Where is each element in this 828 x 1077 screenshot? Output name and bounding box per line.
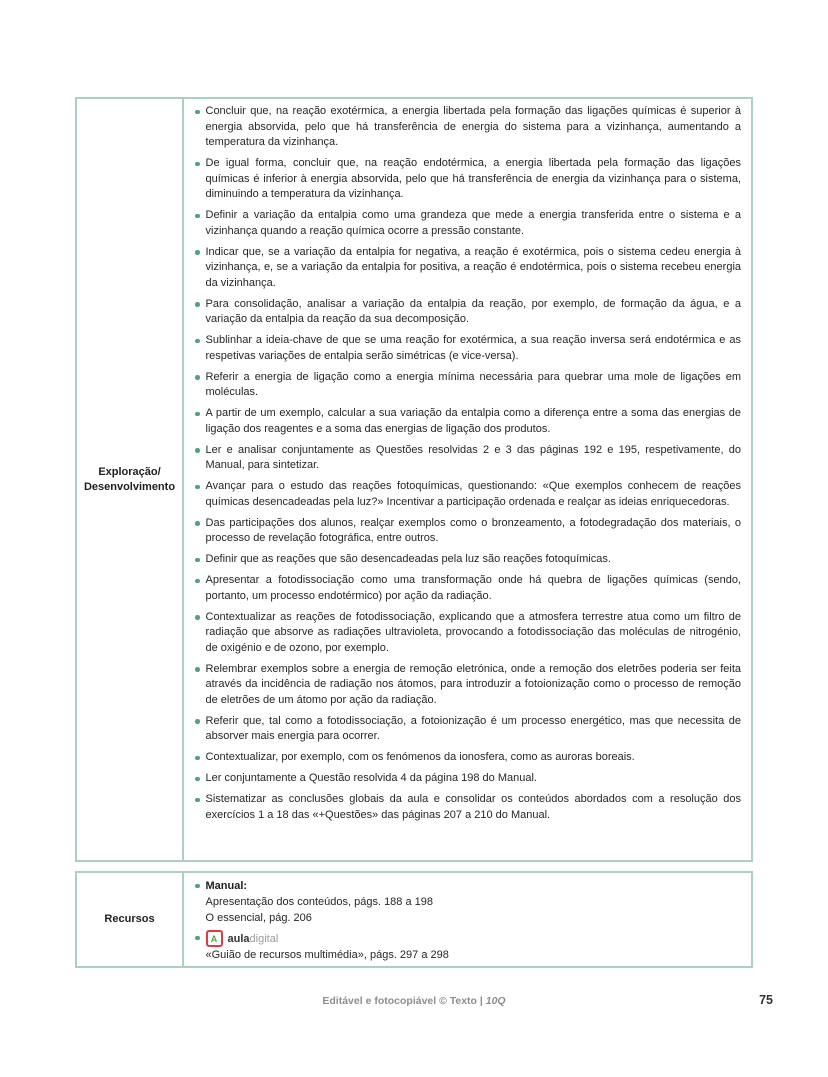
page-footer — [0, 995, 828, 1015]
auladigital-icon — [206, 930, 223, 947]
resource-manual — [190, 878, 741, 926]
bullet-item — [190, 370, 741, 401]
footer-text — [0, 995, 828, 1007]
bullet-text: Apresentar a fotodissociação como uma transformação onde há quebra de ligações químicas (sendo, portanto, um processo endotérmico) por ação da radiação. — [205, 574, 741, 602]
resources-content-cell — [184, 873, 751, 966]
bullet-text: Contextualizar, por exemplo, com os fenómenos da ionosfera, como as auroras boreais. — [205, 751, 635, 763]
page-number: 75 — [759, 993, 773, 1007]
manual-title: Manual: — [205, 880, 248, 892]
bullet-item — [190, 771, 741, 787]
bullet-text: Ler e analisar conjuntamente as Questões resolvidas 2 e 3 das páginas 192 e 195, respetivamente, do Manual, para sintetizar. — [205, 443, 741, 471]
bullet-text: Sistematizar as conclusões globais da aula e consolidar os conteúdos abordados com a resolução dos exercícios 1 a 18 das «+Questões» das páginas 207 a 210 do Manual. — [205, 793, 741, 821]
bullet-text: De igual forma, concluir que, na reação endotérmica, a energia libertada pela formação das ligações químicas é inferior à energia absorvida, pelo que há transferência de energia da vizinhança para o sistema, diminuindo a temperatura da vizinhança. — [205, 157, 741, 200]
auladigital-logo-light: digital — [249, 932, 279, 945]
bullet-icon — [195, 777, 200, 782]
bullet-text: Referir que, tal como a fotodissociação, a fotoionização é um processo energético, mas que necessita de absorver mais energia para ocorrer. — [205, 714, 741, 742]
bullet-icon — [195, 250, 200, 255]
label-line-1: Exploração/ — [98, 465, 161, 478]
resource-auladigital-body — [206, 930, 742, 963]
bullet-text: Relembrar exemplos sobre a energia de remoção eletrónica, onde a remoção dos eletrões poderia ser feita através da incidência de radiação nos átomos, para introduzir a fotoionização como o processo de remoção de eletrões de um átomo por ação da radiação. — [205, 662, 741, 706]
bullet-icon — [195, 756, 200, 761]
bullet-text: Para consolidação, analisar a variação da entalpia da reação, por exemplo, de formação da água, e a variação da entalpia da reação da sua decomposição. — [205, 297, 741, 325]
bullet-icon — [195, 558, 200, 563]
bullet-item — [190, 443, 741, 474]
bullet-icon — [195, 375, 200, 380]
manual-line: O essencial, pág. 206 — [205, 912, 312, 924]
bullet-text: Avançar para o estudo das reações fotoquímicas, questionando: «Que exemplos conhecem de reações químicas desencadeadas pela luz?» Incentivar a participação ordenada e realçar as ideias enriquecedoras. — [205, 480, 741, 508]
bullet-item — [190, 714, 741, 745]
bullet-item — [190, 156, 741, 203]
bullet-text: A partir de um exemplo, calcular a sua variação da entalpia como a diferença entre a soma das energias de ligação dos reagentes e a soma das energias de ligação dos produtos. — [205, 407, 741, 435]
bullet-text: Concluir que, na reação exotérmica, a energia libertada pela formação das ligações químicas é superior à energia absorvida, pelo que há transferência de energia do sistema para a vizinhança, aumentando a temperatura da vizinhança. — [205, 105, 741, 148]
bullet-icon — [195, 521, 200, 526]
manual-line: Apresentação dos conteúdos, págs. 188 a 198 — [205, 896, 434, 908]
exploration-table — [75, 97, 753, 862]
bullet-item — [190, 792, 741, 823]
bullet-icon — [195, 214, 200, 219]
bullet-item — [190, 552, 741, 568]
manual-lines — [206, 894, 742, 926]
bullet-item — [190, 104, 741, 151]
row-label-resources — [77, 873, 184, 966]
bullet-icon — [195, 485, 200, 490]
exploration-bullet-list — [190, 104, 741, 823]
bullet-text: Definir que as reações que são desencadeadas pela luz são reações fotoquímicas. — [205, 553, 611, 565]
footer-code: 10Q — [485, 995, 506, 1007]
resources-table — [75, 871, 753, 968]
label-line-2: Desenvolvimento — [83, 480, 176, 493]
bullet-item — [190, 750, 741, 766]
auladigital-logo-bold: aula — [227, 932, 250, 945]
bullet-item — [190, 297, 741, 328]
bullet-icon — [195, 884, 200, 889]
bullet-text: Definir a variação da entalpia como uma grandeza que mede a energia transferida entre o sistema e a vizinhança quando a reação química ocorre a pressão constante. — [205, 209, 741, 237]
resource-manual-body — [206, 878, 742, 926]
bullet-text: Sublinhar a ideia-chave de que se uma reação for exotérmica, a sua reação inversa será endotérmica e as respetivas variações de entalpia serão simétricas (e vice-versa). — [205, 334, 741, 362]
bullet-icon — [195, 302, 200, 307]
bullet-text: Indicar que, se a variação da entalpia for negativa, a reação é exotérmica, pois o sistema cedeu energia à vizinhança, e, se a variação da entalpia for positiva, a reação é endotérmica, pois o sistema recebeu energia da vizinhança. — [205, 245, 741, 289]
resource-auladigital — [190, 930, 741, 963]
bullet-text: Contextualizar as reações de fotodissociação, explicando que a atmosfera terrestre atua como um filtro de radiação que absorve as radiações ultravioleta, provocando a fotodissociação das moléculas de nitrogénio, de oxigénio e de ozono, por exemplo. — [205, 610, 741, 654]
footer-text-main: Editável e fotocopiável © Texto | — [322, 995, 486, 1007]
bullet-item — [190, 208, 741, 239]
bullet-text: Ler conjuntamente a Questão resolvida 4 da página 198 do Manual. — [205, 772, 537, 784]
bullet-icon — [195, 798, 200, 803]
bullet-icon — [195, 339, 200, 344]
bullet-icon — [195, 579, 200, 584]
bullet-item — [190, 610, 741, 657]
bullet-icon — [195, 667, 200, 672]
exploration-content-cell — [184, 99, 751, 860]
resources-label: Recursos — [104, 913, 155, 925]
bullet-icon — [195, 936, 200, 941]
bullet-item — [190, 245, 741, 292]
row-label-exploration — [77, 99, 184, 860]
bullet-icon — [195, 412, 200, 417]
auladigital-logo — [206, 930, 742, 947]
bullet-item — [190, 406, 741, 437]
bullet-text: Referir a energia de ligação como a energia mínima necessária para quebrar uma mole de ligações em moléculas. — [205, 370, 741, 398]
bullet-item — [190, 573, 741, 604]
bullet-icon — [195, 719, 200, 724]
bullet-text: Das participações dos alunos, realçar exemplos como o bronzeamento, a fotodegradação dos materiais, o processo de revelação fotográfica, entre outros. — [205, 516, 741, 544]
bullet-icon — [195, 110, 200, 115]
bullet-icon — [195, 448, 200, 453]
bullet-item — [190, 333, 741, 364]
bullet-item — [190, 662, 741, 709]
bullet-icon — [195, 162, 200, 167]
bullet-item — [190, 479, 741, 510]
bullet-icon — [195, 615, 200, 620]
auladigital-letter: A — [210, 933, 218, 944]
bullet-item — [190, 516, 741, 547]
guide-line: «Guião de recursos multimédia», págs. 297 a 298 — [205, 949, 449, 961]
